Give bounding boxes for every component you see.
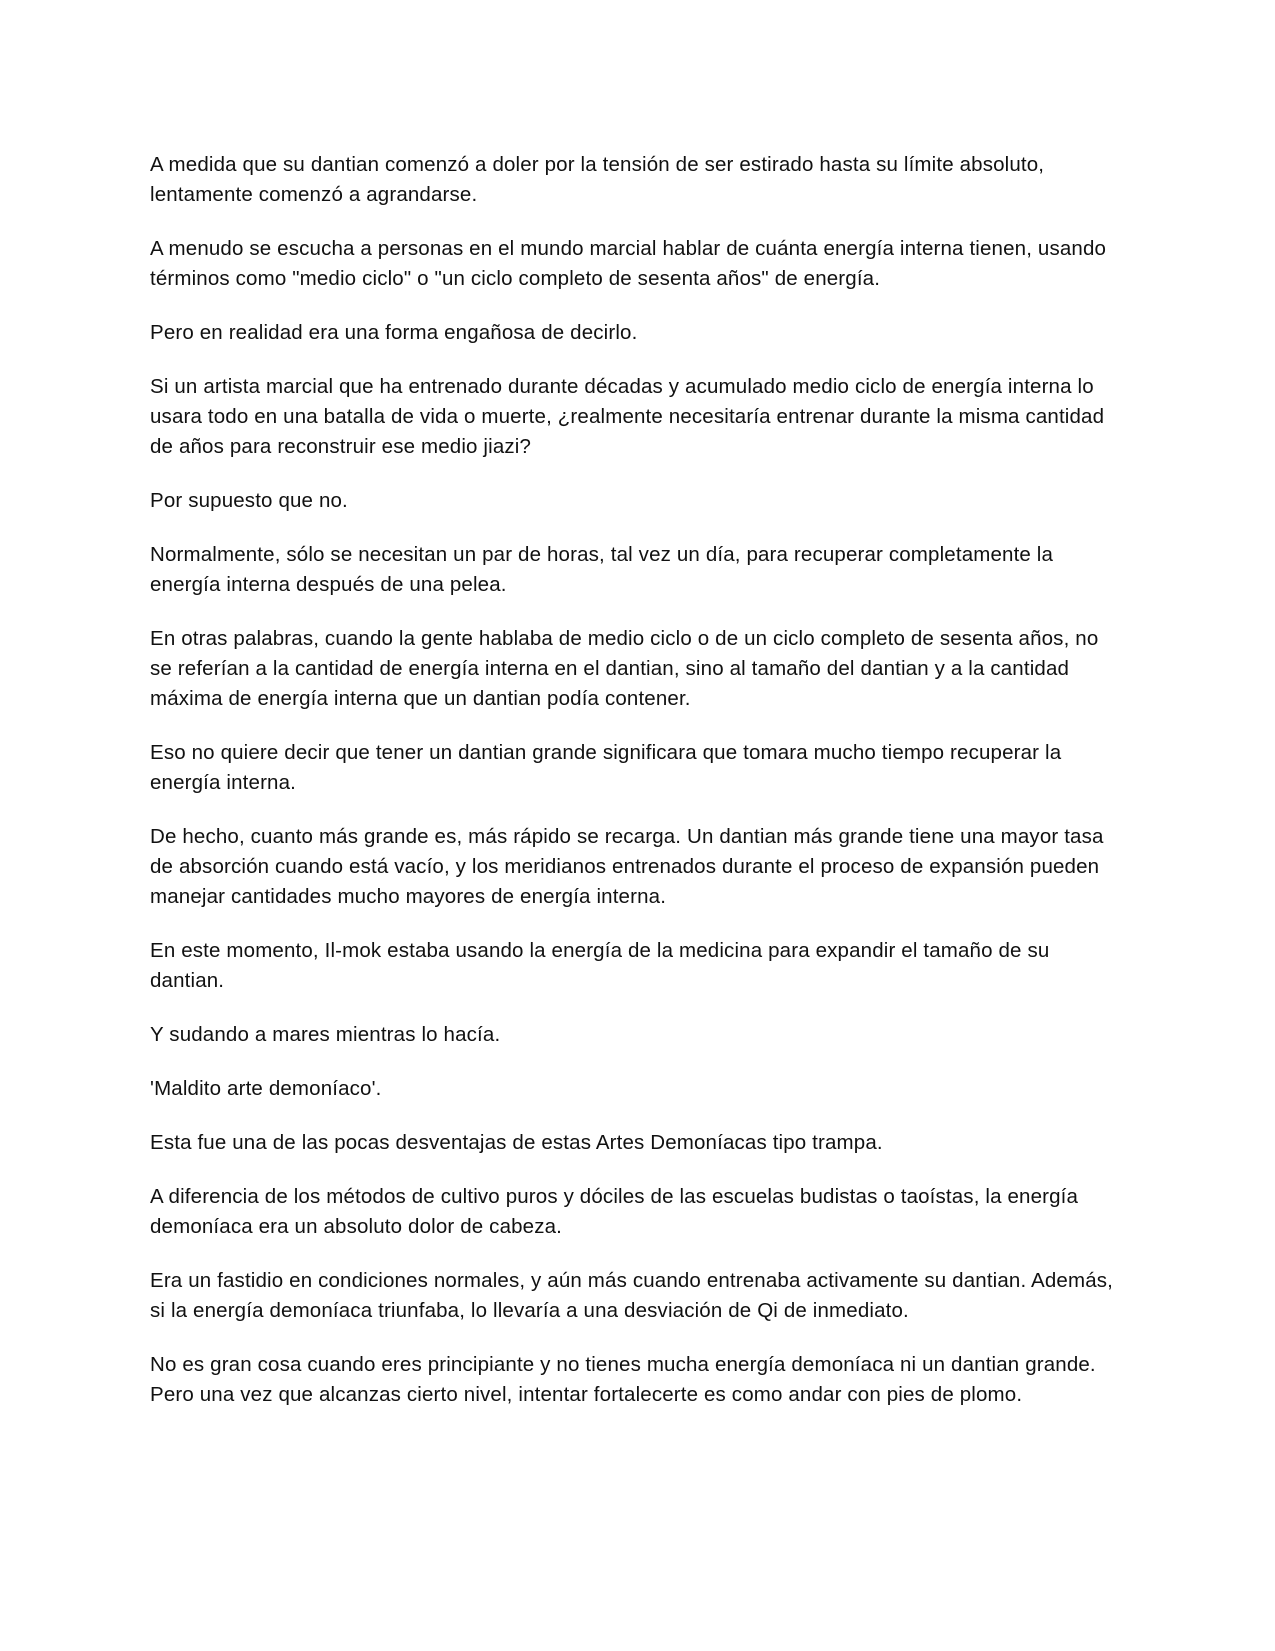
paragraph: A diferencia de los métodos de cultivo puros y dóciles de las escuelas budistas o taoístas, la energía demoníaca era un absoluto dolor de cabeza. — [150, 1185, 1079, 1238]
paragraph: En otras palabras, cuando la gente hablaba de medio ciclo o de un ciclo completo de sesenta años, no se referían a la cantidad de energía interna en el dantian, sino al tamaño del dantian y a la cantidad máxima de energía interna que un dantian podía contener. — [150, 627, 1099, 710]
paragraph: Esta fue una de las pocas desventajas de estas Artes Demoníacas tipo trampa. — [150, 1131, 883, 1154]
paragraph: No es gran cosa cuando eres principiante y no tienes mucha energía demoníaca ni un dantian grande. Pero una vez que alcanzas cierto nivel, intentar fortalecerte es como andar con pies de plomo. — [150, 1353, 1096, 1406]
paragraph: Era un fastidio en condiciones normales, y aún más cuando entrenaba activamente su dantian. Además, si la energía demoníaca triunfaba, lo llevaría a una desviación de Qi de inmediato. — [150, 1269, 1113, 1322]
paragraph: De hecho, cuanto más grande es, más rápido se recarga. Un dantian más grande tiene una mayor tasa de absorción cuando está vacío, y los meridianos entrenados durante el proceso de expansión pueden manejar cantidades mucho mayores de energía interna. — [150, 825, 1104, 908]
paragraph: Por supuesto que no. — [150, 489, 348, 512]
paragraph: Eso no quiere decir que tener un dantian grande significara que tomara mucho tiempo recuperar la energía interna. — [150, 741, 1062, 794]
paragraph: Y sudando a mares mientras lo hacía. — [150, 1023, 501, 1046]
paragraph: En este momento, Il-mok estaba usando la energía de la medicina para expandir el tamaño de su dantian. — [150, 939, 1050, 992]
paragraph: A medida que su dantian comenzó a doler por la tensión de ser estirado hasta su límite absoluto, lentamente comenzó a agrandarse. — [150, 153, 1045, 206]
paragraph: Pero en realidad era una forma engañosa de decirlo. — [150, 321, 638, 344]
paragraph: A menudo se escucha a personas en el mundo marcial hablar de cuánta energía interna tienen, usando términos como "medio ciclo" o "un ciclo completo de sesenta años" de energía. — [150, 237, 1107, 290]
paragraph: Normalmente, sólo se necesitan un par de horas, tal vez un día, para recuperar completamente la energía interna después de una pelea. — [150, 543, 1054, 596]
document-body — [150, 150, 1125, 1434]
paragraph: 'Maldito arte demoníaco'. — [150, 1077, 382, 1100]
paragraph: Si un artista marcial que ha entrenado durante décadas y acumulado medio ciclo de energía interna lo usara todo en una batalla de vida o muerte, ¿realmente necesitaría entrenar durante la misma cantidad de años para reconstruir ese medio jiazi? — [150, 375, 1105, 458]
